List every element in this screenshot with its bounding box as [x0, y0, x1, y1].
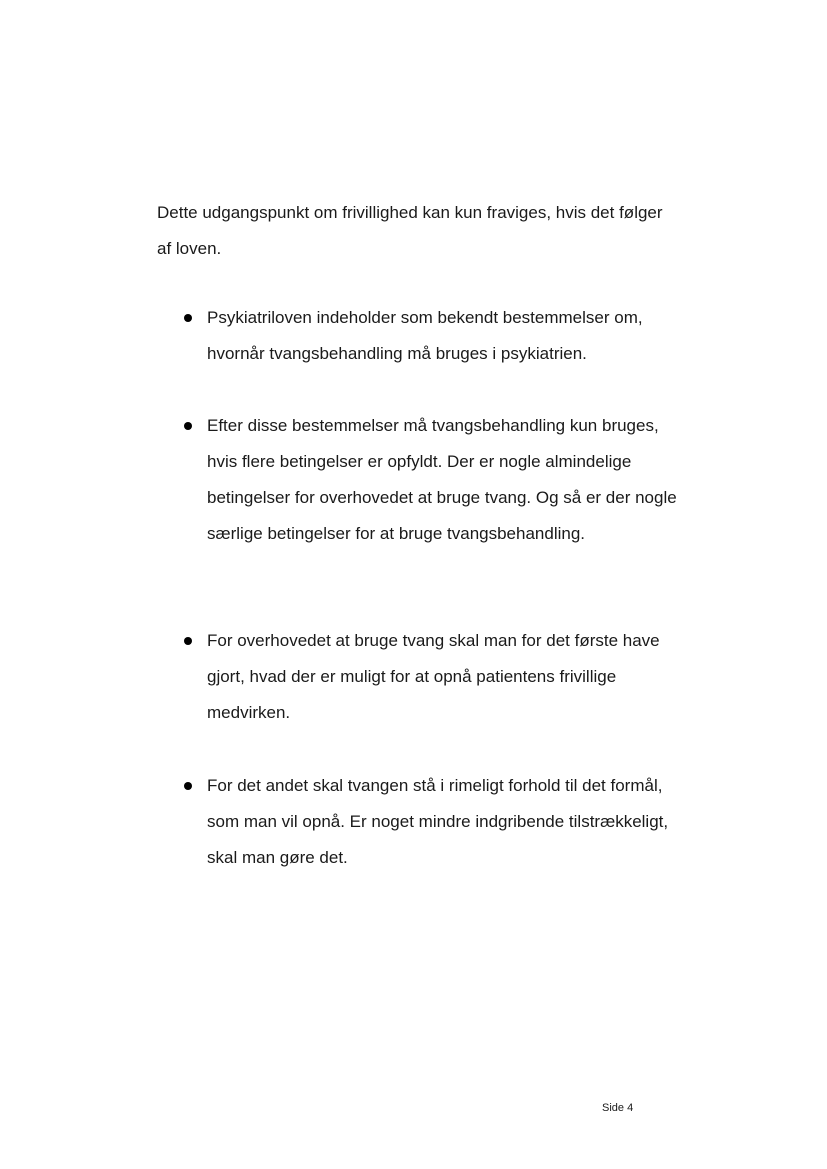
bullet-icon [184, 422, 192, 430]
intro-paragraph: Dette udgangspunkt om frivillighed kan kun fraviges, hvis det følger af loven. [157, 203, 663, 258]
list-item-text: Efter disse bestemmelser må tvangsbehandling kun bruges, hvis flere betingelser er opfyldt. Der er nogle almindelige betingelser for overhovedet at bruge tvang. Og så er der nogle særlige betingelser for at bruge tvangsbehandling. [207, 416, 677, 543]
list-item-text: For det andet skal tvangen stå i rimeligt forhold til det formål, som man vil opnå. Er noget mindre indgribende tilstrækkeligt, skal man gøre det. [207, 776, 669, 867]
list-item-text: Psykiatriloven indeholder som bekendt bestemmelser om, hvornår tvangsbehandling må bruges i psykiatrien. [207, 308, 643, 363]
page-number: Side 4 [602, 1102, 634, 1114]
bullet-icon [184, 314, 192, 322]
bullet-icon [184, 782, 192, 790]
bullet-icon [184, 637, 192, 645]
list-item-text: For overhovedet at bruge tvang skal man for det første have gjort, hvad der er muligt for at opnå patientens frivillige medvirken. [207, 631, 660, 722]
